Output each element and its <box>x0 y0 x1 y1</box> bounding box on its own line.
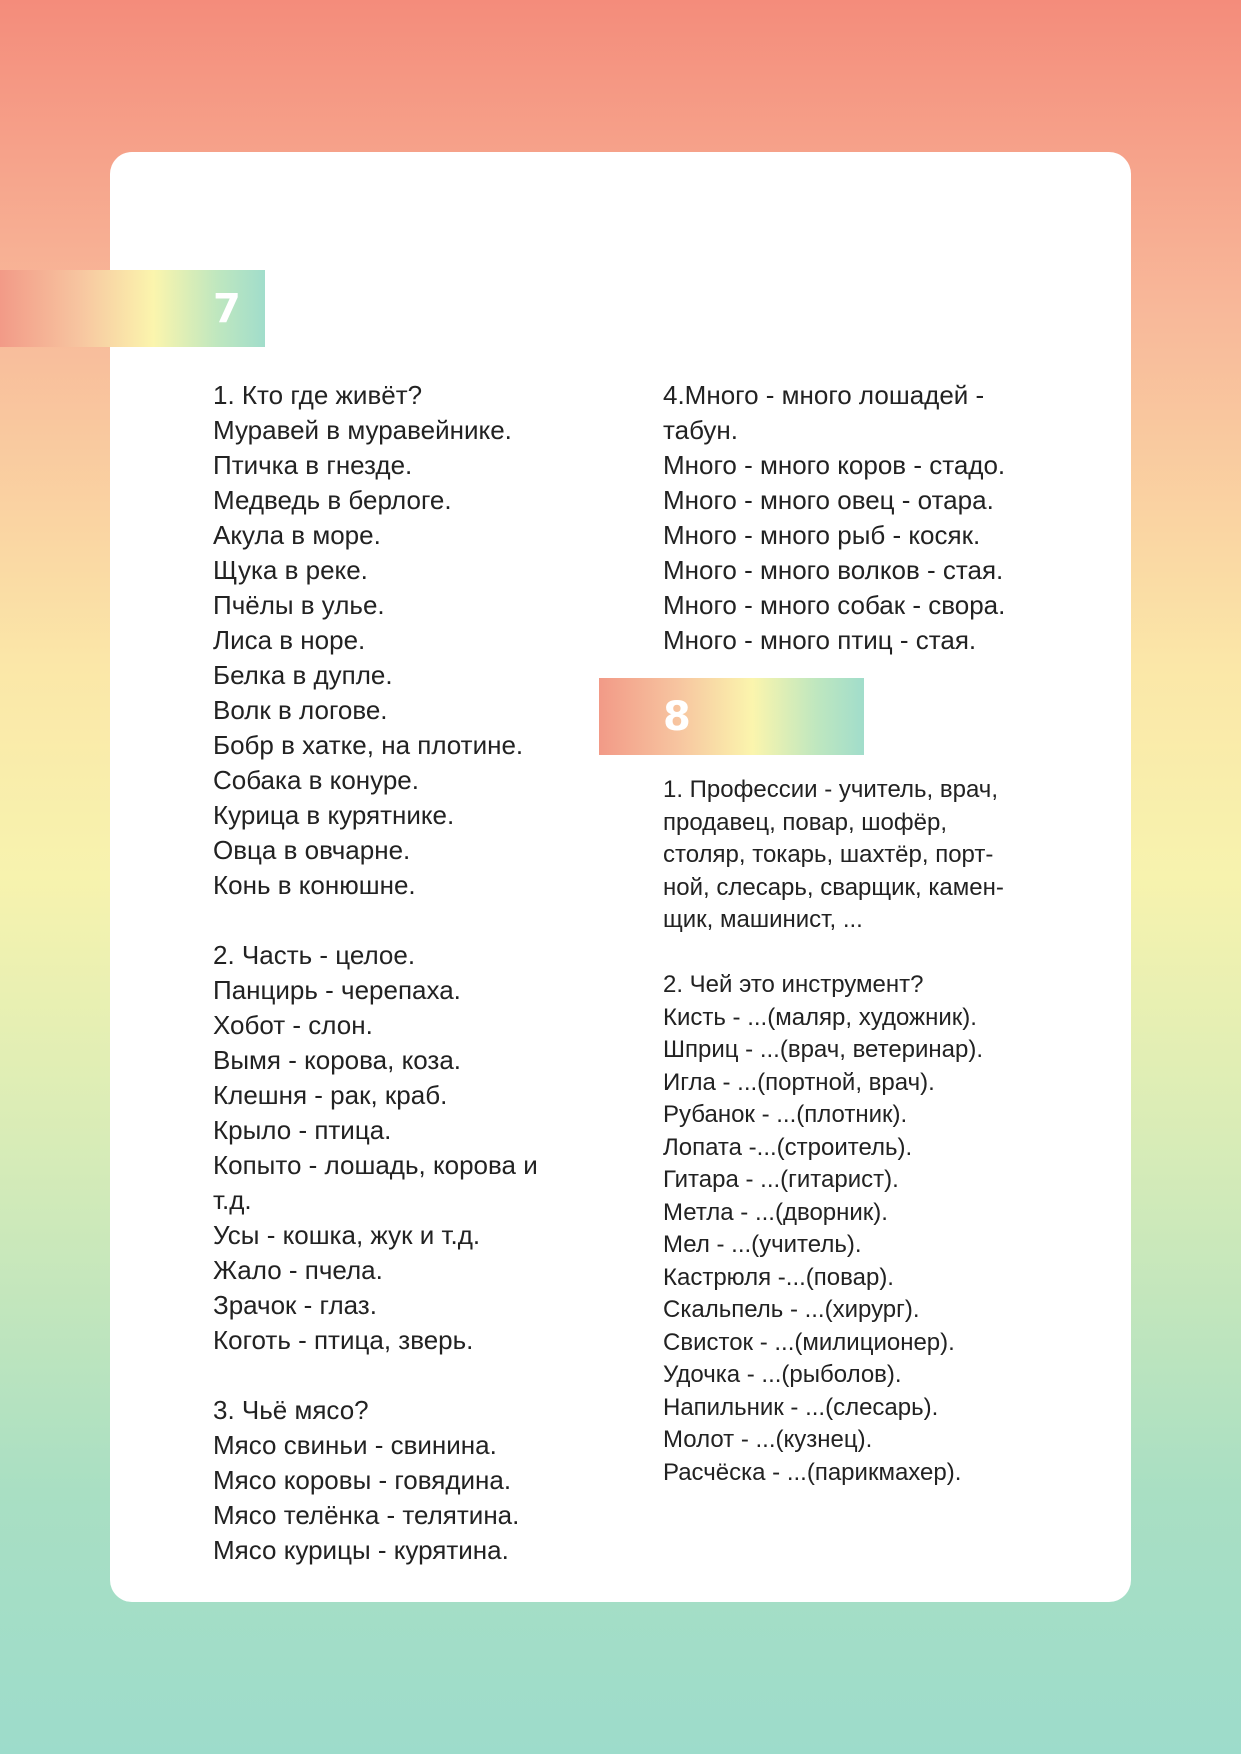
text-line: Щука в реке. <box>213 555 368 585</box>
text-line: Много - много коров - стадо. <box>663 450 1006 480</box>
text-line: 2. Чей это инструмент? <box>663 971 924 998</box>
text-line: Мясо телёнка - телятина. <box>213 1500 520 1530</box>
text-line: Коготь - птица, зверь. <box>213 1325 474 1355</box>
text-line: Кастрюля -...(повар). <box>663 1263 894 1291</box>
text-line: Конь в конюшне. <box>213 870 416 900</box>
text-line: Рубанок - ...(плотник). <box>663 1101 908 1128</box>
text-line: Шприц - ...(врач, ветеринар). <box>663 1036 984 1063</box>
text-line: Волк в логове. <box>213 695 388 725</box>
text-line: Много - много волков - стая. <box>663 555 1004 585</box>
text-line: Крыло - птица. <box>213 1115 392 1145</box>
text-line: 2. Часть - целое. <box>213 940 416 970</box>
text-line: столяр, токарь, шахтёр, порт- <box>663 841 994 868</box>
text-line: Панцирь - черепаха. <box>213 975 461 1005</box>
text-line: Бобр в хатке, на плотине. <box>213 730 524 760</box>
text-line: Расчёска - ...(парикмахер). <box>663 1458 962 1486</box>
text-line: Зрачок - глаз. <box>213 1290 377 1320</box>
text-line: Лопата -...(строитель). <box>663 1133 913 1161</box>
text-line: Собака в конуре. <box>213 765 419 795</box>
text-line: Удочка - ...(рыболов). <box>663 1361 902 1388</box>
text-line: Птичка в гнезде. <box>213 450 413 480</box>
text-line: Кисть - ...(маляр, художник). <box>663 1003 977 1031</box>
text-line: Молот - ...(кузнец). <box>663 1426 873 1453</box>
text-line: Вымя - корова, коза. <box>213 1045 462 1075</box>
text-line: 4.Много - много лошадей - <box>663 380 985 410</box>
text-line: 1. Кто где живёт? <box>213 380 423 410</box>
text-line: Много - много птиц - стая. <box>663 625 977 655</box>
paragraph-gap <box>213 1358 603 1393</box>
text-line: Много - много рыб - косяк. <box>663 520 981 550</box>
text-line: Мясо свиньи - свинина. <box>213 1430 497 1460</box>
text-line: 3. Чьё мясо? <box>213 1395 369 1425</box>
section-8-column <box>663 774 1083 1489</box>
text-line: Лиса в норе. <box>213 625 366 655</box>
section-7-right-column <box>663 378 1103 658</box>
text-line: Много - много овец - отара. <box>663 485 994 515</box>
text-line: Медведь в берлоге. <box>213 485 452 515</box>
text-line: Жало - пчела. <box>213 1255 383 1285</box>
text-line: Курица в курятнике. <box>213 800 455 830</box>
text-line: Мясо курицы - курятина. <box>213 1535 509 1565</box>
section-8-header-band <box>599 678 864 755</box>
text-line: Игла - ...(портной, врач). <box>663 1068 935 1096</box>
text-line: Хобот - слон. <box>213 1010 373 1040</box>
text-line: т.д. <box>213 1185 252 1215</box>
text-line: Усы - кошка, жук и т.д. <box>213 1220 481 1250</box>
text-line: табун. <box>663 415 738 445</box>
text-line: Свисток - ...(милиционер). <box>663 1328 955 1356</box>
text-line: Белка в дупле. <box>213 660 393 690</box>
section-7-header-band <box>0 270 265 347</box>
text-line: Муравей в муравейнике. <box>213 415 512 445</box>
text-line: Гитара - ...(гитарист). <box>663 1166 899 1193</box>
text-line: Много - много собак - свора. <box>663 590 1006 620</box>
text-line: 1. Профессии - учитель, врач, <box>663 776 998 803</box>
text-line: Напильник - ...(слесарь). <box>663 1393 939 1421</box>
text-line: Скальпель - ...(хирург). <box>663 1296 920 1323</box>
text-line: Клешня - рак, краб. <box>213 1080 448 1110</box>
text-line: Акула в море. <box>213 520 381 550</box>
text-line: Овца в овчарне. <box>213 835 411 865</box>
section-7-number: 7 <box>213 285 241 332</box>
text-line: Метла - ...(дворник). <box>663 1198 888 1226</box>
section-8-number: 8 <box>663 693 691 740</box>
text-line: Копыто - лошадь, корова и <box>213 1150 538 1180</box>
text-line: Мясо коровы - говядина. <box>213 1465 512 1495</box>
text-line: Мел - ...(учитель). <box>663 1231 862 1258</box>
text-line: щик, машинист, ... <box>663 906 863 933</box>
text-line: ной, слесарь, сварщик, камен- <box>663 873 1004 901</box>
paragraph-gap <box>213 903 603 938</box>
text-line: продавец, повар, шофёр, <box>663 808 947 836</box>
text-line: Пчёлы в улье. <box>213 590 385 620</box>
paragraph-gap <box>663 937 1083 970</box>
section-7-left-column <box>213 378 603 1568</box>
